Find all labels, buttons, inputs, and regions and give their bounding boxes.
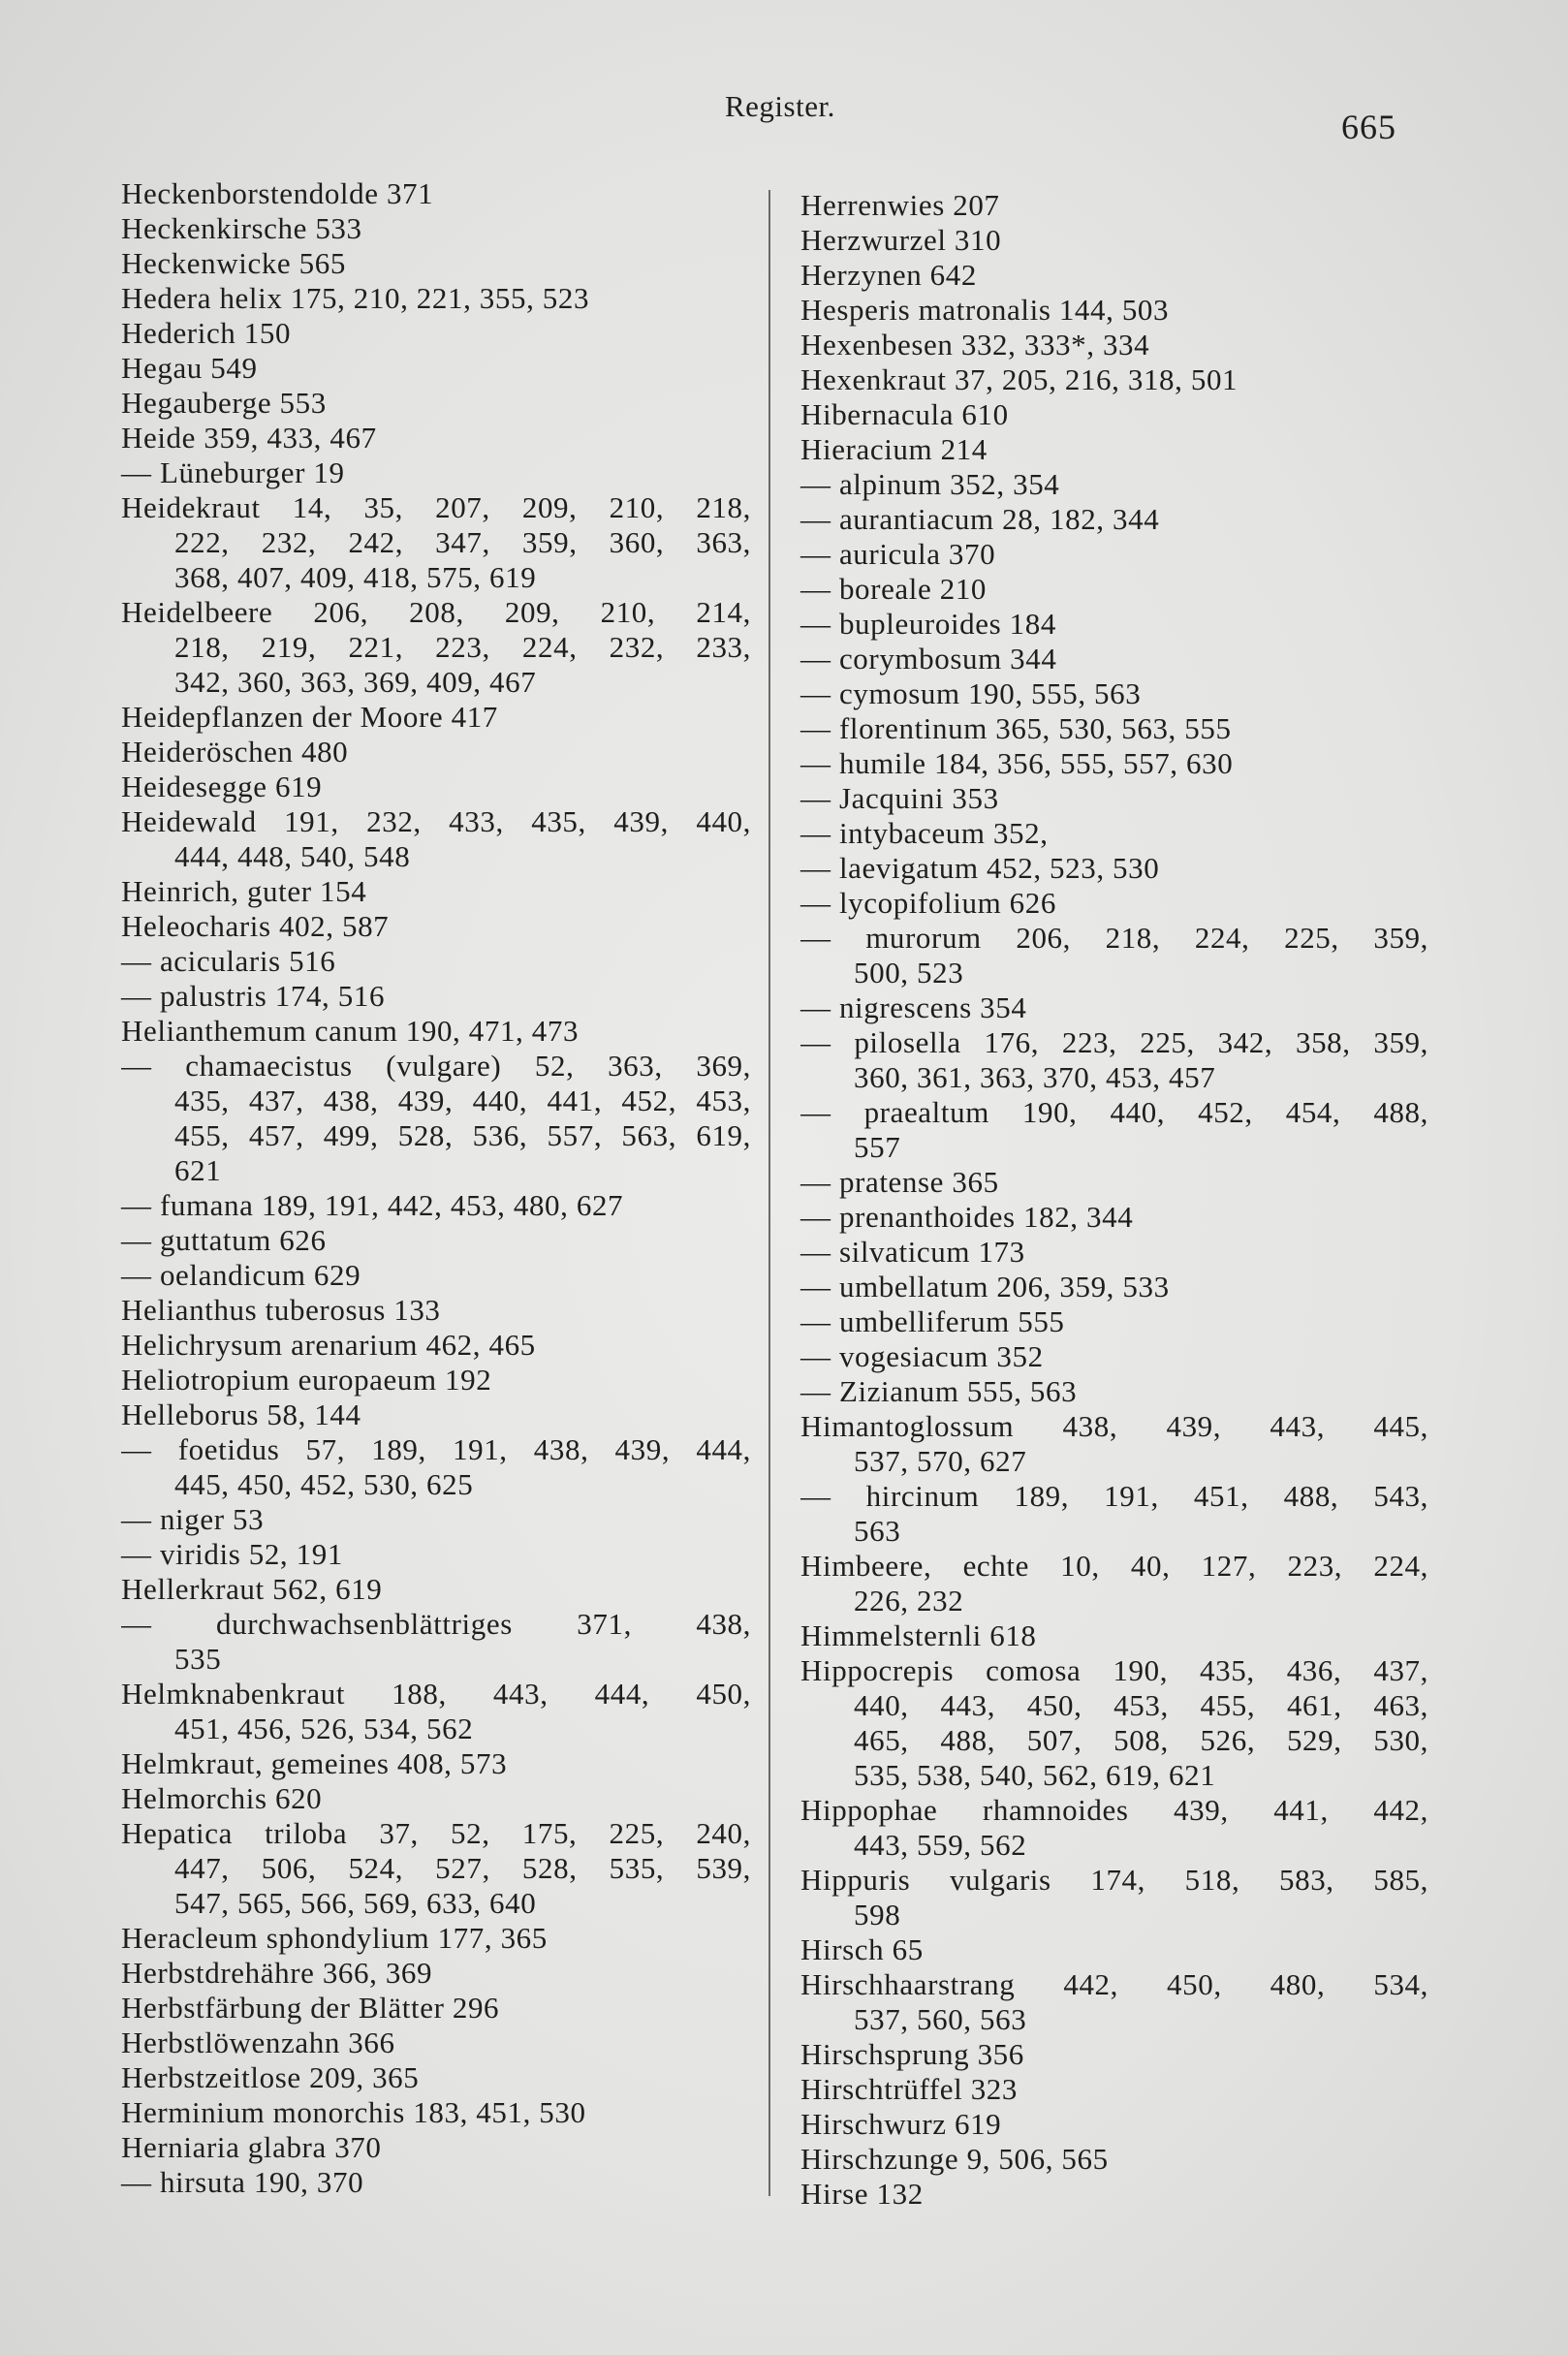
index-entry (800, 1409, 1428, 1479)
entry-heading-line: Heinrich, guter 154 (121, 874, 367, 908)
entry-heading-line: — auricula 370 (800, 537, 996, 571)
entry-continuation-line: 500, 523 (854, 956, 964, 989)
index-entry (800, 2177, 1428, 2212)
index-entry (121, 2130, 751, 2165)
entry-heading-line: Heracleum sphondylium 177, 365 (121, 1921, 548, 1955)
index-entry (121, 176, 751, 211)
entry-continuation-line: 621 (174, 1153, 222, 1187)
index-entry (121, 1397, 751, 1432)
entry-heading-line: — fumana 189, 191, 442, 453, 480, 627 (121, 1188, 624, 1222)
index-entry (121, 1328, 751, 1363)
entry-heading-line: — nigrescens 354 (800, 990, 1027, 1024)
entry-continuation-line: 451, 456, 526, 534, 562 (174, 1711, 474, 1745)
entry-heading-line: Heide 359, 433, 467 (121, 421, 377, 455)
index-entry (800, 397, 1428, 432)
entry-heading-line: — umbellatum 206, 359, 533 (800, 1270, 1170, 1303)
index-entry (800, 990, 1428, 1025)
index-entry (121, 1537, 751, 1572)
index-entry (800, 711, 1428, 746)
entry-heading-line: — pratense 365 (800, 1165, 999, 1199)
index-entry (121, 2165, 751, 2200)
entry-heading-line: — durchwachsenblättriges 371, 438, (121, 1607, 751, 1641)
index-entry (800, 362, 1428, 397)
column-divider (768, 190, 770, 2196)
index-entry (121, 351, 751, 386)
index-entry (121, 1677, 751, 1746)
entry-heading-line: Hippocrepis comosa 190, 435, 436, 437, (800, 1653, 1428, 1687)
index-entry (121, 1049, 751, 1188)
index-entry (800, 1549, 1428, 1618)
entry-continuation-line: 465, 488, 507, 508, 526, 529, 530, (854, 1723, 1428, 1757)
entry-heading-line: — humile 184, 356, 555, 557, 630 (800, 746, 1234, 780)
entry-heading-line: — cymosum 190, 555, 563 (800, 676, 1142, 710)
entry-heading-line: Hegauberge 553 (121, 386, 327, 420)
entry-heading-line: — palustris 174, 516 (121, 979, 386, 1013)
index-entry (121, 2095, 751, 2130)
entry-heading-line: Herbstlöwenzahn 366 (121, 2025, 395, 2059)
entry-heading-line: Herbstzeitlose 209, 365 (121, 2060, 420, 2094)
index-entry (800, 1863, 1428, 1932)
index-entry (121, 1363, 751, 1397)
entry-heading-line: Heckenkirsche 533 (121, 211, 362, 245)
index-entry (121, 2025, 751, 2060)
entry-heading-line: Helichrysum arenarium 462, 465 (121, 1328, 536, 1362)
index-entry (121, 490, 751, 595)
index-entry (121, 1956, 751, 1991)
entry-heading-line: Herrenwies 207 (800, 188, 1000, 222)
entry-heading-line: Herbstdrehähre 366, 369 (121, 1956, 433, 1990)
index-entry (800, 1932, 1428, 1967)
entry-continuation-line: 342, 360, 363, 369, 409, 467 (174, 665, 537, 699)
entry-heading-line: — Zizianum 555, 563 (800, 1374, 1078, 1408)
index-entry (121, 1781, 751, 1816)
entry-heading-line: Heidepflanzen der Moore 417 (121, 700, 498, 734)
index-entry (121, 1502, 751, 1537)
entry-heading-line: — laevigatum 452, 523, 530 (800, 851, 1160, 885)
index-entry (121, 386, 751, 421)
entry-heading-line: Heckenborstendolde 371 (121, 176, 434, 210)
index-entry (800, 293, 1428, 328)
entry-continuation-line: 455, 457, 499, 528, 536, 557, 563, 619, (174, 1118, 751, 1152)
entry-heading-line: — alpinum 352, 354 (800, 467, 1060, 501)
entry-heading-line: — lycopifolium 626 (800, 886, 1056, 920)
entry-heading-line: Hibernacula 610 (800, 397, 1009, 431)
index-entry (800, 781, 1428, 816)
entry-heading-line: — bupleuroides 184 (800, 607, 1056, 641)
entry-heading-line: Himbeere, echte 10, 40, 127, 223, 224, (800, 1549, 1428, 1583)
index-entry (121, 455, 751, 490)
entry-heading-line: Heleocharis 402, 587 (121, 909, 390, 943)
entry-heading-line: Himantoglossum 438, 439, 443, 445, (800, 1409, 1428, 1443)
entry-heading-line: Helleborus 58, 144 (121, 1397, 361, 1431)
index-entry (800, 572, 1428, 607)
index-entry (800, 1793, 1428, 1863)
entry-heading-line: Helianthus tuberosus 133 (121, 1293, 441, 1327)
entry-heading-line: Hexenkraut 37, 205, 216, 318, 501 (800, 362, 1239, 396)
index-entry (800, 1967, 1428, 2037)
index-entry (121, 804, 751, 874)
entry-heading-line: Hellerkraut 562, 619 (121, 1572, 383, 1606)
entry-heading-line: Herzynen 642 (800, 258, 977, 292)
index-entry (800, 816, 1428, 851)
index-entry (800, 1235, 1428, 1270)
index-entry (121, 1991, 751, 2025)
entry-continuation-line: 547, 565, 566, 569, 633, 640 (174, 1886, 537, 1920)
entry-heading-line: Heidewald 191, 232, 433, 435, 439, 440, (121, 804, 751, 838)
entry-heading-line: Heidekraut 14, 35, 207, 209, 210, 218, (121, 490, 751, 524)
index-entry (121, 421, 751, 455)
running-head: Register. (725, 89, 835, 123)
index-entry (800, 642, 1428, 676)
entry-heading-line: — pilosella 176, 223, 225, 342, 358, 359, (800, 1025, 1428, 1059)
index-entry (121, 1432, 751, 1502)
entry-heading-line: Hederich 150 (121, 316, 292, 350)
entry-heading-line: Heliotropium europaeum 192 (121, 1363, 492, 1397)
entry-continuation-line: 440, 443, 450, 453, 455, 461, 463, (854, 1688, 1428, 1722)
index-entry (800, 467, 1428, 502)
entry-heading-line: Helianthemum canum 190, 471, 473 (121, 1014, 580, 1048)
index-entry (800, 2072, 1428, 2107)
entry-heading-line: — corymbosum 344 (800, 642, 1057, 675)
index-entry (121, 909, 751, 944)
index-entry (121, 1607, 751, 1677)
index-entry (800, 432, 1428, 467)
entry-heading-line: — intybaceum 352, (800, 816, 1049, 850)
entry-heading-line: Helmorchis 620 (121, 1781, 323, 1815)
index-entry (800, 746, 1428, 781)
index-entry (800, 1165, 1428, 1200)
index-column-right (800, 188, 1428, 2212)
index-entry (800, 1200, 1428, 1235)
entry-heading-line: — oelandicum 629 (121, 1258, 361, 1292)
index-entry (800, 188, 1428, 223)
index-entry (800, 1479, 1428, 1549)
index-entry (800, 1618, 1428, 1653)
entry-heading-line: — praealtum 190, 440, 452, 454, 488, (800, 1095, 1428, 1129)
index-entry (121, 769, 751, 804)
entry-heading-line: — hirsuta 190, 370 (121, 2165, 364, 2199)
entry-heading-line: Hirschwurz 619 (800, 2107, 1002, 2141)
index-entry (800, 1374, 1428, 1409)
entry-heading-line: — umbelliferum 555 (800, 1304, 1065, 1338)
index-entry (121, 316, 751, 351)
index-entry (121, 944, 751, 979)
entry-heading-line: Hesperis matronalis 144, 503 (800, 293, 1170, 327)
entry-heading-line: Hedera helix 175, 210, 221, 355, 523 (121, 281, 590, 315)
index-entry (121, 1816, 751, 1921)
entry-continuation-line: 535, 538, 540, 562, 619, 621 (854, 1758, 1216, 1792)
entry-continuation-line: 443, 559, 562 (854, 1828, 1027, 1862)
entry-continuation-line: 218, 219, 221, 223, 224, 232, 233, (174, 630, 751, 664)
entry-heading-line: Hegau 549 (121, 351, 258, 385)
index-entry (800, 676, 1428, 711)
entry-heading-line: Heidelbeere 206, 208, 209, 210, 214, (121, 595, 751, 629)
index-entry (800, 258, 1428, 293)
index-entry (121, 246, 751, 281)
index-entry (800, 328, 1428, 362)
entry-heading-line: Heckenwicke 565 (121, 246, 346, 280)
index-entry (800, 1270, 1428, 1304)
index-entry (121, 1746, 751, 1781)
index-entry (800, 1339, 1428, 1374)
index-entry (121, 1188, 751, 1223)
entry-heading-line: Hippophae rhamnoides 439, 441, 442, (800, 1793, 1428, 1827)
index-entry (800, 537, 1428, 572)
entry-continuation-line: 537, 570, 627 (854, 1444, 1027, 1478)
entry-heading-line: — Lüneburger 19 (121, 455, 345, 489)
index-entry (121, 595, 751, 700)
entry-heading-line: Herniaria glabra 370 (121, 2130, 382, 2164)
index-entry (121, 1258, 751, 1293)
index-entry (800, 2142, 1428, 2177)
index-entry (121, 700, 751, 735)
index-entry (800, 1653, 1428, 1793)
entry-heading-line: — foetidus 57, 189, 191, 438, 439, 444, (121, 1432, 751, 1466)
entry-continuation-line: 445, 450, 452, 530, 625 (174, 1467, 474, 1501)
entry-heading-line: — murorum 206, 218, 224, 225, 359, (800, 921, 1428, 955)
index-entry (121, 1921, 751, 1956)
entry-heading-line: — acicularis 516 (121, 944, 336, 978)
entry-heading-line: Hirsch 65 (800, 1932, 924, 1966)
entry-continuation-line: 537, 560, 563 (854, 2002, 1027, 2036)
index-entry (121, 2060, 751, 2095)
entry-heading-line: Heidesegge 619 (121, 769, 323, 803)
entry-continuation-line: 444, 448, 540, 548 (174, 839, 411, 873)
entry-continuation-line: 360, 361, 363, 370, 453, 457 (854, 1060, 1216, 1094)
index-entry (800, 1304, 1428, 1339)
index-entry (800, 1095, 1428, 1165)
entry-heading-line: Hexenbesen 332, 333*, 334 (800, 328, 1150, 361)
index-entry (121, 874, 751, 909)
index-entry (121, 1014, 751, 1049)
entry-heading-line: Hippuris vulgaris 174, 518, 583, 585, (800, 1863, 1428, 1897)
entry-continuation-line: 598 (854, 1898, 901, 1931)
index-entry (800, 1025, 1428, 1095)
page-number: 665 (1341, 108, 1396, 146)
entry-heading-line: Hirschsprung 356 (800, 2037, 1024, 2071)
entry-heading-line: Heideröschen 480 (121, 735, 349, 769)
index-entry (800, 886, 1428, 921)
entry-heading-line: — aurantiacum 28, 182, 344 (800, 502, 1160, 536)
entry-heading-line: — niger 53 (121, 1502, 265, 1536)
entry-heading-line: — chamaecistus (vulgare) 52, 363, 369, (121, 1049, 751, 1083)
entry-continuation-line: 222, 232, 242, 347, 359, 360, 363, (174, 525, 751, 559)
entry-continuation-line: 557 (854, 1130, 901, 1164)
index-entry (800, 607, 1428, 642)
index-entry (800, 2107, 1428, 2142)
entry-continuation-line: 435, 437, 438, 439, 440, 441, 452, 453, (174, 1083, 751, 1117)
entry-heading-line: Hirse 132 (800, 2177, 924, 2211)
entry-continuation-line: 368, 407, 409, 418, 575, 619 (174, 560, 537, 594)
index-entry (121, 211, 751, 246)
entry-heading-line: — silvaticum 173 (800, 1235, 1025, 1269)
entry-heading-line: Hepatica triloba 37, 52, 175, 225, 240, (121, 1816, 751, 1850)
entry-heading-line: Himmelsternli 618 (800, 1618, 1037, 1652)
index-entry (121, 1293, 751, 1328)
entry-heading-line: — prenanthoides 182, 344 (800, 1200, 1134, 1234)
index-entry (121, 735, 751, 769)
entry-heading-line: — florentinum 365, 530, 563, 555 (800, 711, 1232, 745)
index-column-left (121, 176, 751, 2200)
entry-continuation-line: 447, 506, 524, 527, 528, 535, 539, (174, 1851, 751, 1885)
entry-heading-line: — hircinum 189, 191, 451, 488, 543, (800, 1479, 1428, 1513)
entry-heading-line: — vogesiacum 352 (800, 1339, 1044, 1373)
entry-heading-line: Helmknabenkraut 188, 443, 444, 450, (121, 1677, 751, 1711)
index-entry (800, 2037, 1428, 2072)
index-entry (800, 502, 1428, 537)
index-entry (800, 921, 1428, 990)
index-entry (121, 979, 751, 1014)
entry-heading-line: Herbstfärbung der Blätter 296 (121, 1991, 500, 2025)
entry-continuation-line: 535 (174, 1642, 222, 1676)
entry-heading-line: — Jacquini 353 (800, 781, 999, 815)
entry-heading-line: — viridis 52, 191 (121, 1537, 343, 1571)
index-entry (121, 1572, 751, 1607)
entry-heading-line: Hirschzunge 9, 506, 565 (800, 2142, 1109, 2176)
entry-heading-line: Hirschhaarstrang 442, 450, 480, 534, (800, 1967, 1428, 2001)
entry-continuation-line: 563 (854, 1514, 901, 1548)
entry-heading-line: — boreale 210 (800, 572, 988, 606)
index-entry (121, 1223, 751, 1258)
entry-heading-line: Herminium monorchis 183, 451, 530 (121, 2095, 586, 2129)
entry-heading-line: — guttatum 626 (121, 1223, 327, 1257)
entry-heading-line: Helmkraut, gemeines 408, 573 (121, 1746, 508, 1780)
entry-continuation-line: 226, 232 (854, 1584, 964, 1617)
entry-heading-line: Hieracium 214 (800, 432, 988, 466)
index-entry (121, 281, 751, 316)
entry-heading-line: Hirschtrüffel 323 (800, 2072, 1018, 2106)
index-entry (800, 223, 1428, 258)
entry-heading-line: Herzwurzel 310 (800, 223, 1002, 257)
index-entry (800, 851, 1428, 886)
